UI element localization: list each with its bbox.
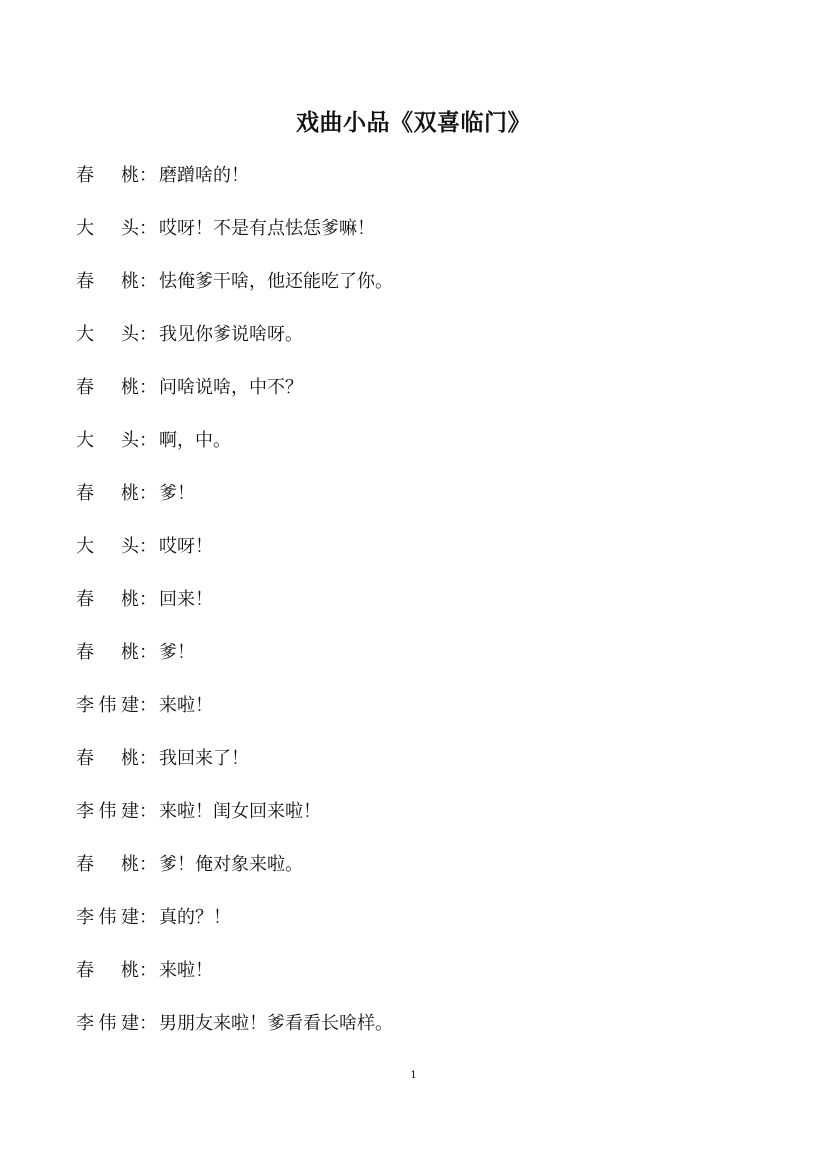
dialogue-list: [76, 159, 756, 1060]
dialogue-line: [76, 954, 756, 1007]
dialogue-line: [76, 318, 756, 371]
speaker-name: 大头: [76, 324, 139, 345]
dialogue-line: [76, 212, 756, 265]
speaker-name: 春桃: [76, 377, 139, 398]
speech-text: 爹！: [159, 483, 195, 504]
dialogue-line: [76, 901, 756, 954]
speaker-colon: ：: [139, 165, 157, 186]
speech-text: 磨蹭啥的！: [159, 165, 249, 186]
speech-text: 爹！: [159, 642, 195, 663]
speech-text: 问啥说啥，中不？: [159, 377, 303, 398]
speech-text: 我回来了！: [159, 748, 249, 769]
speech-text: 我见你爹说啥呀。: [159, 324, 303, 345]
speaker-colon: ：: [139, 483, 157, 504]
speaker-name: 春桃: [76, 271, 139, 292]
dialogue-line: [76, 371, 756, 424]
speaker-name: 春桃: [76, 165, 139, 186]
speech-text: 真的？！: [159, 907, 231, 928]
speaker-name: 李伟建: [76, 907, 139, 928]
speaker-name: 大头: [76, 218, 139, 239]
speaker-colon: ：: [139, 642, 157, 663]
speaker-name: 春桃: [76, 854, 139, 875]
speaker-name: 春桃: [76, 748, 139, 769]
speaker-colon: ：: [139, 589, 157, 610]
speaker-name: 大头: [76, 430, 139, 451]
dialogue-line: [76, 159, 756, 212]
speaker-name: 春桃: [76, 589, 139, 610]
dialogue-line: [76, 689, 756, 742]
speech-text: 爹！俺对象来啦。: [159, 854, 303, 875]
dialogue-line: [76, 477, 756, 530]
speech-text: 来啦！闺女回来啦！: [159, 801, 321, 822]
speaker-name: 李伟建: [76, 1013, 139, 1034]
speaker-colon: ：: [139, 430, 157, 451]
page-number: 1: [410, 1070, 417, 1081]
speaker-colon: ：: [139, 748, 157, 769]
speaker-colon: ：: [139, 907, 157, 928]
document-title: 戏曲小品《双喜临门》: [296, 109, 531, 136]
speaker-colon: ：: [139, 218, 157, 239]
dialogue-line: [76, 636, 756, 689]
speaker-colon: ：: [139, 377, 157, 398]
speaker-colon: ：: [139, 324, 157, 345]
speaker-name: 李伟建: [76, 801, 139, 822]
speech-text: 哎呀！: [159, 536, 213, 557]
speaker-colon: ：: [139, 854, 157, 875]
speaker-colon: ：: [139, 536, 157, 557]
speaker-colon: ：: [139, 695, 157, 716]
dialogue-line: [76, 1007, 756, 1060]
dialogue-line: [76, 530, 756, 583]
speech-text: 来啦！: [159, 960, 213, 981]
speaker-name: 李伟建: [76, 695, 139, 716]
speech-text: 哎呀！不是有点怯恁爹嘛！: [159, 218, 375, 239]
speaker-name: 大头: [76, 536, 139, 557]
speaker-colon: ：: [139, 271, 157, 292]
speech-text: 怯俺爹干啥，他还能吃了你。: [159, 271, 393, 292]
speech-text: 啊，中。: [159, 430, 231, 451]
speaker-name: 春桃: [76, 483, 139, 504]
dialogue-line: [76, 424, 756, 477]
dialogue-line: [76, 742, 756, 795]
speaker-name: 春桃: [76, 642, 139, 663]
speaker-colon: ：: [139, 801, 157, 822]
dialogue-line: [76, 265, 756, 318]
speaker-colon: ：: [139, 960, 157, 981]
speech-text: 来啦！: [159, 695, 213, 716]
dialogue-line: [76, 848, 756, 901]
speaker-name: 春桃: [76, 960, 139, 981]
speech-text: 男朋友来啦！爹看看长啥样。: [159, 1013, 393, 1034]
speaker-colon: ：: [139, 1013, 157, 1034]
speech-text: 回来！: [159, 589, 213, 610]
dialogue-line: [76, 795, 756, 848]
dialogue-line: [76, 583, 756, 636]
